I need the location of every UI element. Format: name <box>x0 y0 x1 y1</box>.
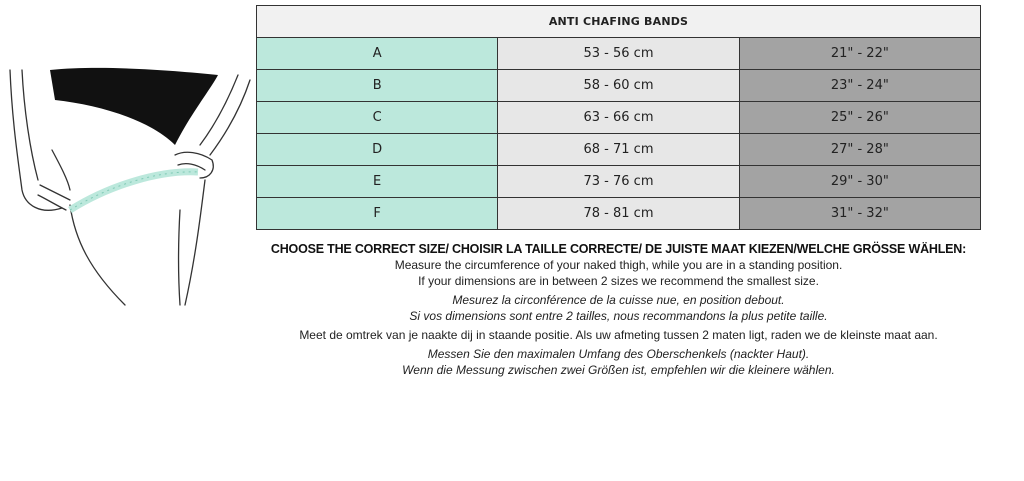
size-cell: A <box>257 38 498 70</box>
inch-cell: 23" - 24" <box>739 70 980 102</box>
french-instruction-line-2: Si vos dimensions sont entre 2 tailles, nous recommandons la plus petite taille. <box>409 309 828 323</box>
english-instruction-line-1: Measure the circumference of your naked thigh, while you are in a standing position. <box>394 258 843 272</box>
inch-cell: 31" - 32" <box>739 198 980 230</box>
table-row <box>257 198 981 230</box>
table-row <box>257 102 981 134</box>
german-instruction-line-2: Wenn die Messung zwischen zwei Größen ist, empfehlen wir die kleinere wählen. <box>402 363 835 377</box>
inch-cell: 29" - 30" <box>739 166 980 198</box>
instructions-heading: CHOOSE THE CORRECT SIZE/ CHOISIR LA TAILLE CORRECTE/ DE JUISTE MAAT KIEZEN/WELCHE GRÖSSE WÄHLEN: <box>270 242 967 256</box>
german-instruction-line-1: Messen Sie den maximalen Umfang des Oberschenkels (nackter Haut). <box>427 347 810 361</box>
cm-cell: 78 - 81 cm <box>498 198 739 230</box>
cm-cell: 63 - 66 cm <box>498 102 739 134</box>
cm-cell: 73 - 76 cm <box>498 166 739 198</box>
table-row <box>257 134 981 166</box>
dutch-instruction-line: Meet de omtrek van je naakte dij in staande positie. Als uw afmeting tussen 2 maten ligt, raden we de kleinste maat aan. <box>299 328 938 342</box>
inch-cell: 25" - 26" <box>739 102 980 134</box>
cm-cell: 53 - 56 cm <box>498 38 739 70</box>
size-table <box>256 5 981 230</box>
inch-cell: 27" - 28" <box>739 134 980 166</box>
table-row <box>257 38 981 70</box>
table-row <box>257 70 981 102</box>
size-cell: C <box>257 102 498 134</box>
size-cell: B <box>257 70 498 102</box>
inch-cell: 21" - 22" <box>739 38 980 70</box>
cm-cell: 58 - 60 cm <box>498 70 739 102</box>
table-row <box>257 166 981 198</box>
size-cell: E <box>257 166 498 198</box>
english-instruction-line-2: If your dimensions are in between 2 sizes we recommend the smallest size. <box>418 274 819 288</box>
sizing-instructions <box>256 241 981 378</box>
cm-cell: 68 - 71 cm <box>498 134 739 166</box>
french-instruction-line-1: Mesurez la circonférence de la cuisse nue, en position debout. <box>452 293 785 307</box>
size-cell: F <box>257 198 498 230</box>
table-title: ANTI CHAFING BANDS <box>257 6 981 38</box>
thigh-measurement-illustration <box>0 60 260 310</box>
size-cell: D <box>257 134 498 166</box>
